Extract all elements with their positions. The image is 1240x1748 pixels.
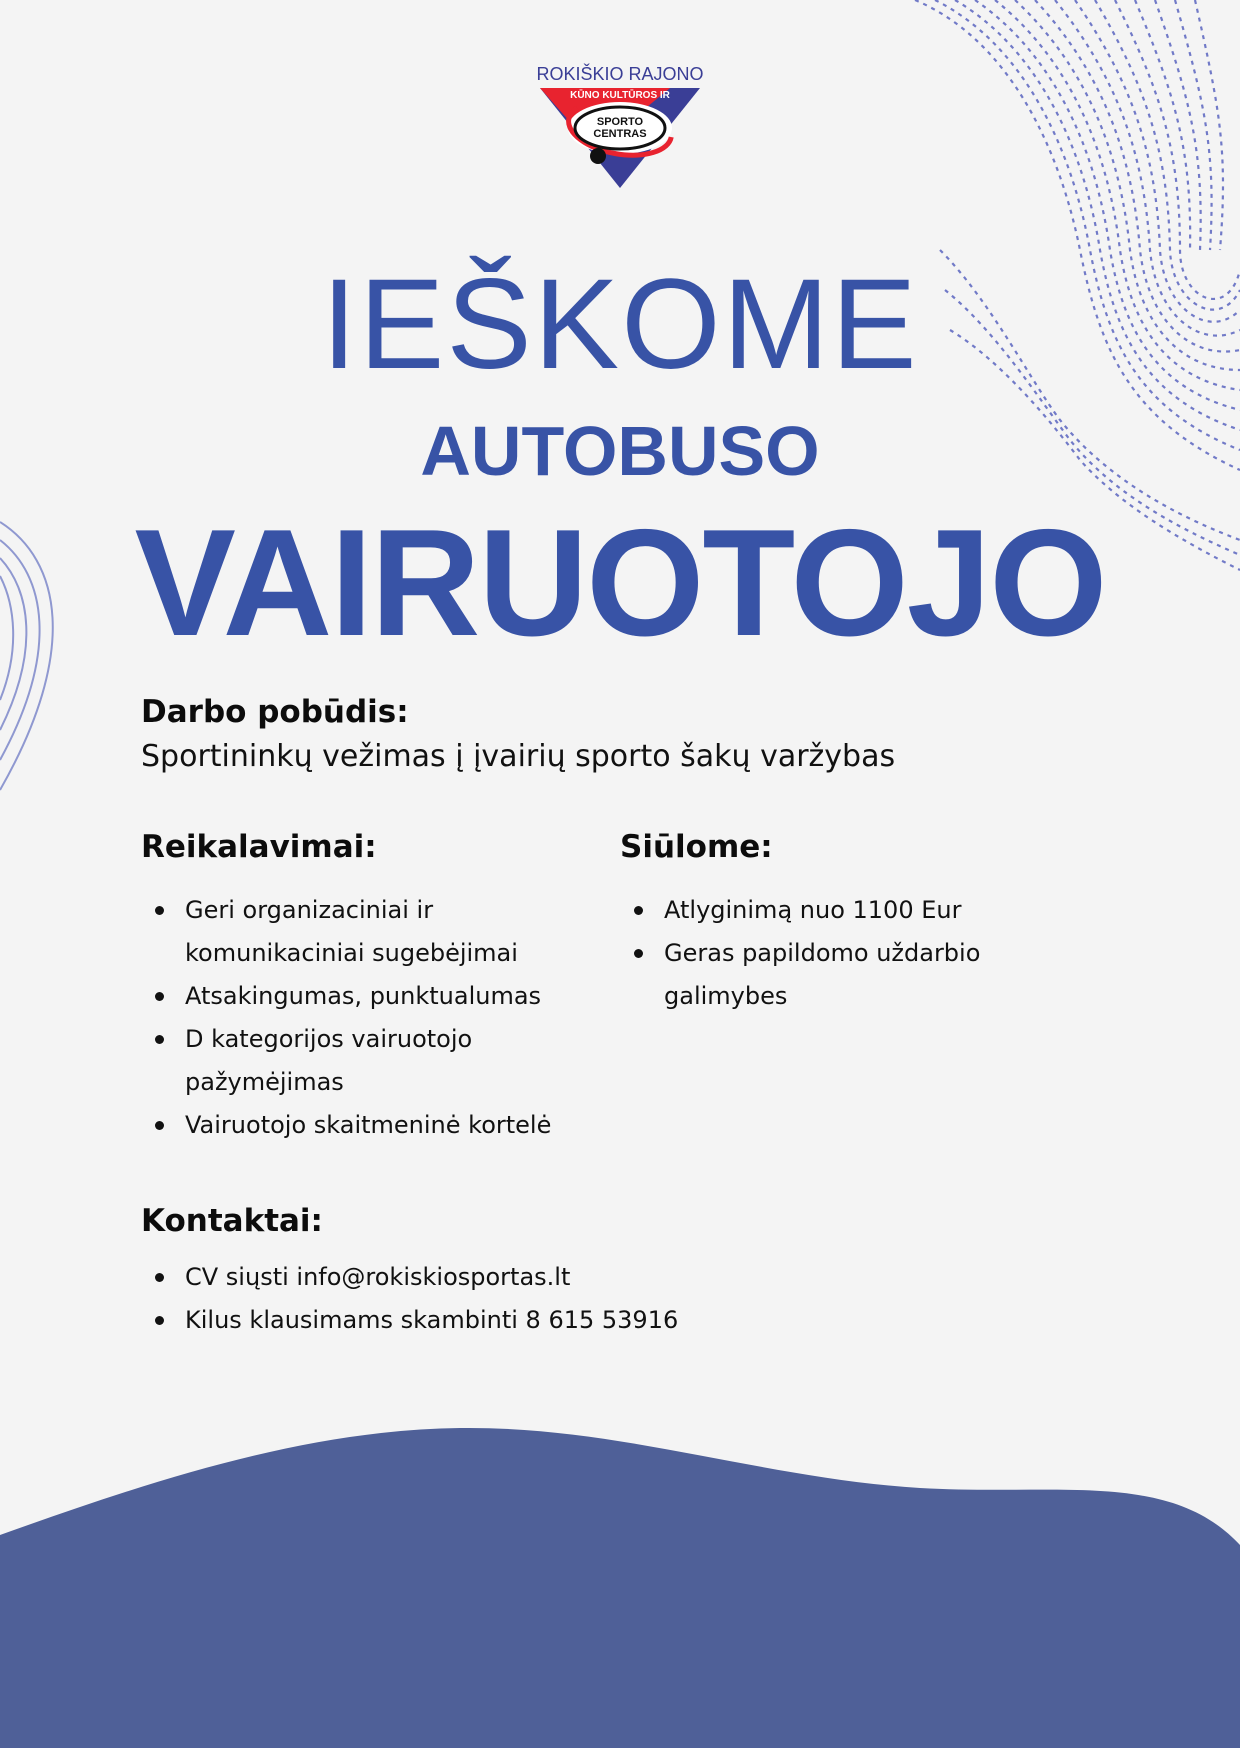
- offer-list: [620, 889, 1010, 1018]
- logo-text-center-2: CENTRAS: [593, 128, 647, 140]
- logo-text-center-1: SPORTO: [596, 116, 644, 128]
- list-item: D kategorijos vairuotojo pažymėjimas: [141, 1018, 581, 1104]
- organization-logo: [535, 64, 705, 194]
- bottom-wave: [0, 1428, 1240, 1748]
- contacts-label: Kontaktai:: [141, 1203, 323, 1239]
- contacts-list: [141, 1256, 841, 1342]
- offer-label: Siūlome:: [620, 829, 773, 865]
- work-label: Darbo pobūdis:: [141, 694, 409, 730]
- requirements-label: Reikalavimai:: [141, 829, 377, 865]
- contact-email[interactable]: CV siųsti info@rokiskiosportas.lt: [141, 1256, 841, 1299]
- list-item: Vairuotojo skaitmeninė kortelė: [141, 1104, 581, 1147]
- list-item: Atsakingumas, punktualumas: [141, 975, 581, 1018]
- headline-line-1: IEŠKOME: [321, 253, 919, 396]
- headline-line-2: AUTOBUSO: [420, 412, 820, 490]
- list-item: Geri organizaciniai ir komunikaciniai sugebėjimai: [141, 889, 581, 975]
- contact-phone[interactable]: Kilus klausimams skambinti 8 615 53916: [141, 1299, 841, 1342]
- logo-text-top: ROKIŠKIO RAJONO: [536, 64, 704, 84]
- logo-text-band: KŪNO KULTŪROS IR: [570, 90, 670, 101]
- requirements-list: [141, 889, 581, 1147]
- work-description: Sportininkų vežimas į įvairių sporto šakų varžybas: [141, 739, 896, 774]
- headline-line-3: VAIRUOTOJO: [134, 498, 1106, 668]
- list-item: Atlyginimą nuo 1100 Eur: [620, 889, 1010, 932]
- list-item: Geras papildomo uždarbio galimybes: [620, 932, 1010, 1018]
